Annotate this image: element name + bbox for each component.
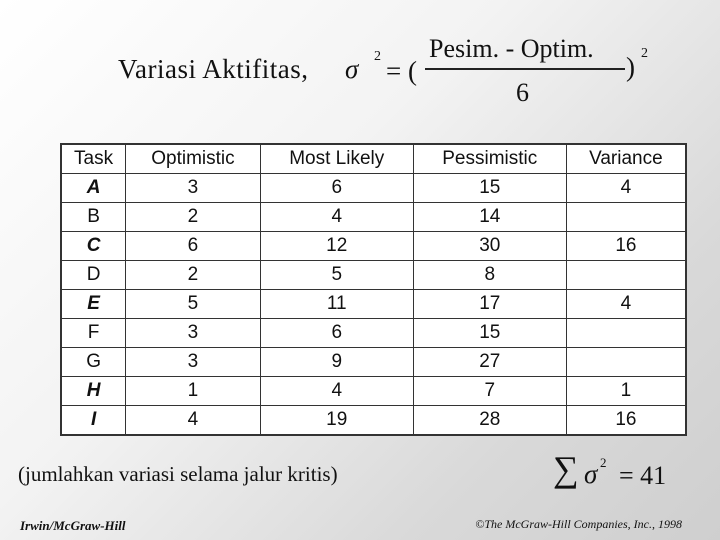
table-row (61, 290, 686, 319)
header-variance: Variance (566, 144, 686, 174)
variance-cell: 4 (566, 174, 686, 203)
task-cell: C (61, 232, 126, 261)
most-likely-cell: 5 (260, 261, 413, 290)
task-cell: I (61, 406, 126, 436)
table-row (61, 174, 686, 203)
optimistic-cell: 3 (126, 174, 261, 203)
task-variance-table (60, 143, 687, 436)
header-task: Task (61, 144, 126, 174)
variance-cell (566, 348, 686, 377)
table-row (61, 319, 686, 348)
variance-cell (566, 261, 686, 290)
sum-value: = 41 (619, 461, 667, 490)
pessimistic-cell: 27 (413, 348, 566, 377)
pessimistic-cell: 17 (413, 290, 566, 319)
table-row (61, 348, 686, 377)
pessimistic-cell: 30 (413, 232, 566, 261)
most-likely-cell: 12 (260, 232, 413, 261)
table-header-row (61, 144, 686, 174)
sigma-exponent: 2 (374, 49, 381, 64)
header-most-likely: Most Likely (260, 144, 413, 174)
header-pessimistic: Pessimistic (413, 144, 566, 174)
task-cell: E (61, 290, 126, 319)
summation-symbol: ∑ (553, 449, 579, 489)
footer-copyright: ©The McGraw-Hill Companies, Inc., 1998 (475, 517, 682, 531)
most-likely-cell: 4 (260, 377, 413, 406)
task-cell: D (61, 261, 126, 290)
equals-open-paren: = ( (386, 56, 417, 86)
formula-label: Variasi Aktifitas, (118, 54, 309, 84)
task-cell: A (61, 174, 126, 203)
pessimistic-cell: 7 (413, 377, 566, 406)
most-likely-cell: 19 (260, 406, 413, 436)
footer-publisher: Irwin/McGraw-Hill (20, 518, 126, 533)
most-likely-cell: 4 (260, 203, 413, 232)
sum-variance-formula (553, 448, 693, 498)
pessimistic-cell: 14 (413, 203, 566, 232)
optimistic-cell: 4 (126, 406, 261, 436)
task-cell: F (61, 319, 126, 348)
variance-formula (118, 34, 678, 114)
optimistic-cell: 6 (126, 232, 261, 261)
variance-cell: 16 (566, 406, 686, 436)
optimistic-cell: 2 (126, 261, 261, 290)
variance-cell: 16 (566, 232, 686, 261)
variance-cell: 1 (566, 377, 686, 406)
table-row (61, 232, 686, 261)
variance-cell (566, 319, 686, 348)
most-likely-cell: 6 (260, 319, 413, 348)
sigma-symbol: σ (345, 54, 359, 84)
variance-cell: 4 (566, 290, 686, 319)
most-likely-cell: 9 (260, 348, 413, 377)
table-row (61, 261, 686, 290)
task-cell: G (61, 348, 126, 377)
sum-sigma-exponent: 2 (600, 455, 607, 470)
optimistic-cell: 1 (126, 377, 261, 406)
pessimistic-cell: 15 (413, 319, 566, 348)
close-paren: ) (626, 52, 635, 82)
outer-exponent: 2 (641, 46, 648, 61)
fraction-line (425, 68, 625, 70)
table-row (61, 203, 686, 232)
optimistic-cell: 2 (126, 203, 261, 232)
header-optimistic: Optimistic (126, 144, 261, 174)
pessimistic-cell: 8 (413, 261, 566, 290)
variance-cell (566, 203, 686, 232)
optimistic-cell: 5 (126, 290, 261, 319)
table-row (61, 406, 686, 436)
table-row (61, 377, 686, 406)
optimistic-cell: 3 (126, 319, 261, 348)
most-likely-cell: 6 (260, 174, 413, 203)
task-cell: B (61, 203, 126, 232)
task-cell: H (61, 377, 126, 406)
sum-sigma-symbol: σ (584, 459, 598, 489)
fraction-denominator: 6 (516, 78, 529, 107)
fraction-numerator: Pesim. - Optim. (429, 34, 594, 63)
critical-path-note: (jumlahkan variasi selama jalur kritis) (18, 462, 338, 486)
most-likely-cell: 11 (260, 290, 413, 319)
pessimistic-cell: 28 (413, 406, 566, 436)
pessimistic-cell: 15 (413, 174, 566, 203)
optimistic-cell: 3 (126, 348, 261, 377)
